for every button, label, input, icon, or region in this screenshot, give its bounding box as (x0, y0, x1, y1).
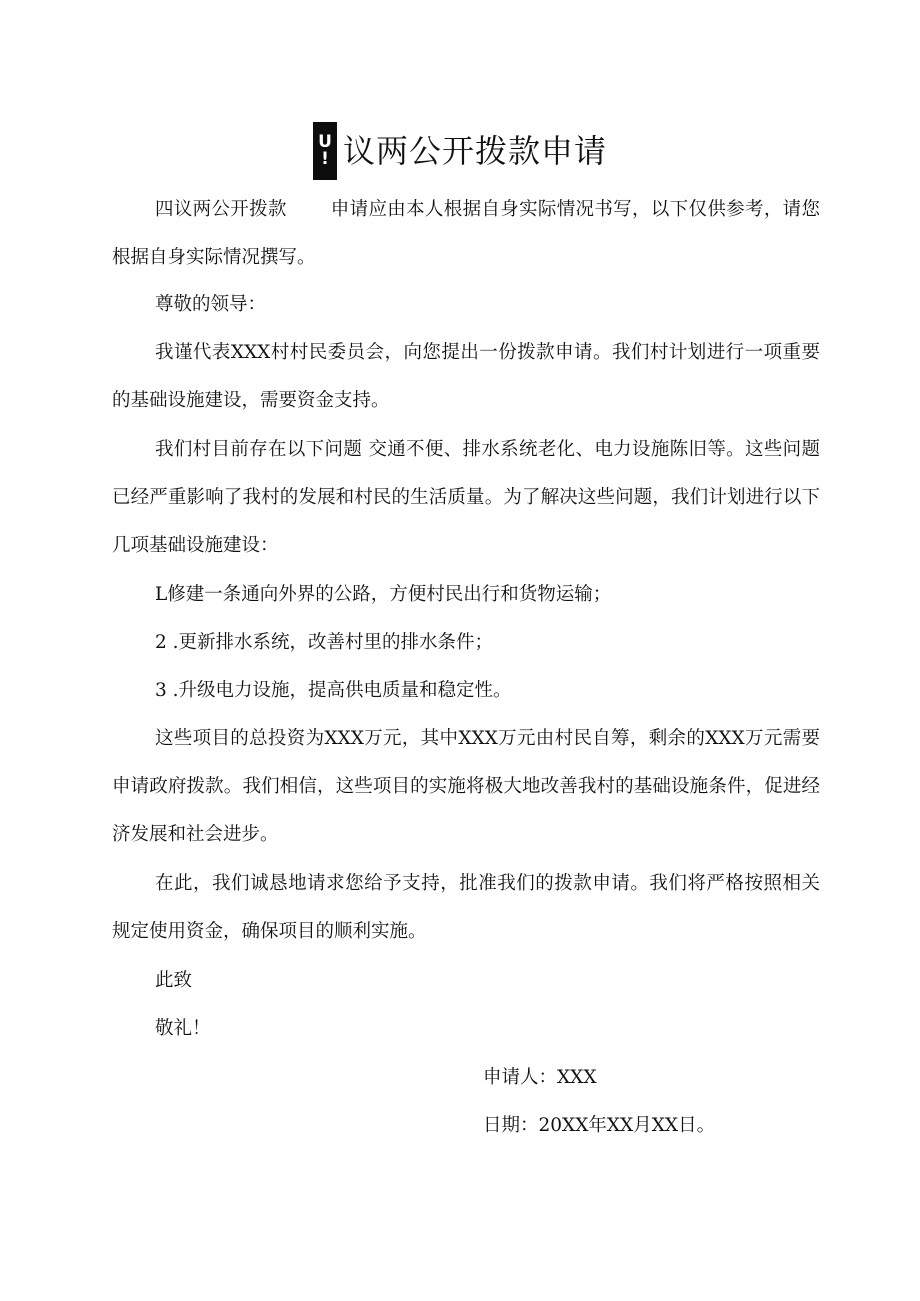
salutation: 尊敬的领导： (155, 294, 267, 315)
list-item-1: L修建一条通向外界的公路，方便村民出行和货物运输； (155, 584, 612, 605)
closing-line-2: 敬礼！ (155, 1018, 211, 1039)
title-badge-char-2: ! (321, 149, 329, 169)
date-line: 日期：20XX年XX月XX日。 (483, 1115, 716, 1136)
list-item-2: 2 .更新排水系统，改善村里的排水条件； (155, 632, 494, 653)
document-title: 议两公开拨款申请 (342, 132, 607, 170)
body-paragraph-4: 在此，我们诚恳地请求您给予支持，批准我们的拨款申请。我们将严格按照相关规定使用资金，确保项目的顺利实施。 (112, 873, 820, 942)
closing-line-1: 此致 (155, 970, 193, 991)
title-badge (313, 122, 337, 180)
list-item-3: 3 .升级电力设施，提高供电质量和稳定性。 (155, 680, 512, 701)
title-badge-char-1: U (318, 132, 332, 152)
intro-prefix: 四议两公开拨款 (155, 199, 287, 220)
body-paragraph-3: 这些项目的总投资为XXX万元，其中XXX万元由村民自筹，剩余的XXX万元需要申请政府拨款。我们相信，这些项目的实施将极大地改善我村的基础设施条件，促进经济发展和社会进步。 (112, 728, 820, 845)
document-title-row (0, 122, 920, 180)
intro-paragraph (112, 186, 820, 282)
body-paragraph-1: 我谨代表XXX村村民委员会，向您提出一份拨款申请。我们村计划进行一项重要的基础设施建设，需要资金支持。 (112, 342, 820, 411)
intro-text: 申请应由本人根据自身实际情况书写，以下仅供参考，请您根据自身实际情况撰写。 (112, 199, 820, 268)
body-paragraph-2: 我们村目前存在以下问题 交通不便、排水系统老化、电力设施陈旧等。这些问题已经严重影响了我村的发展和村民的生活质量。为了解决这些问题，我们计划进行以下几项基础设施建设： (112, 439, 820, 556)
applicant-line: 申请人：XXX (483, 1067, 597, 1088)
